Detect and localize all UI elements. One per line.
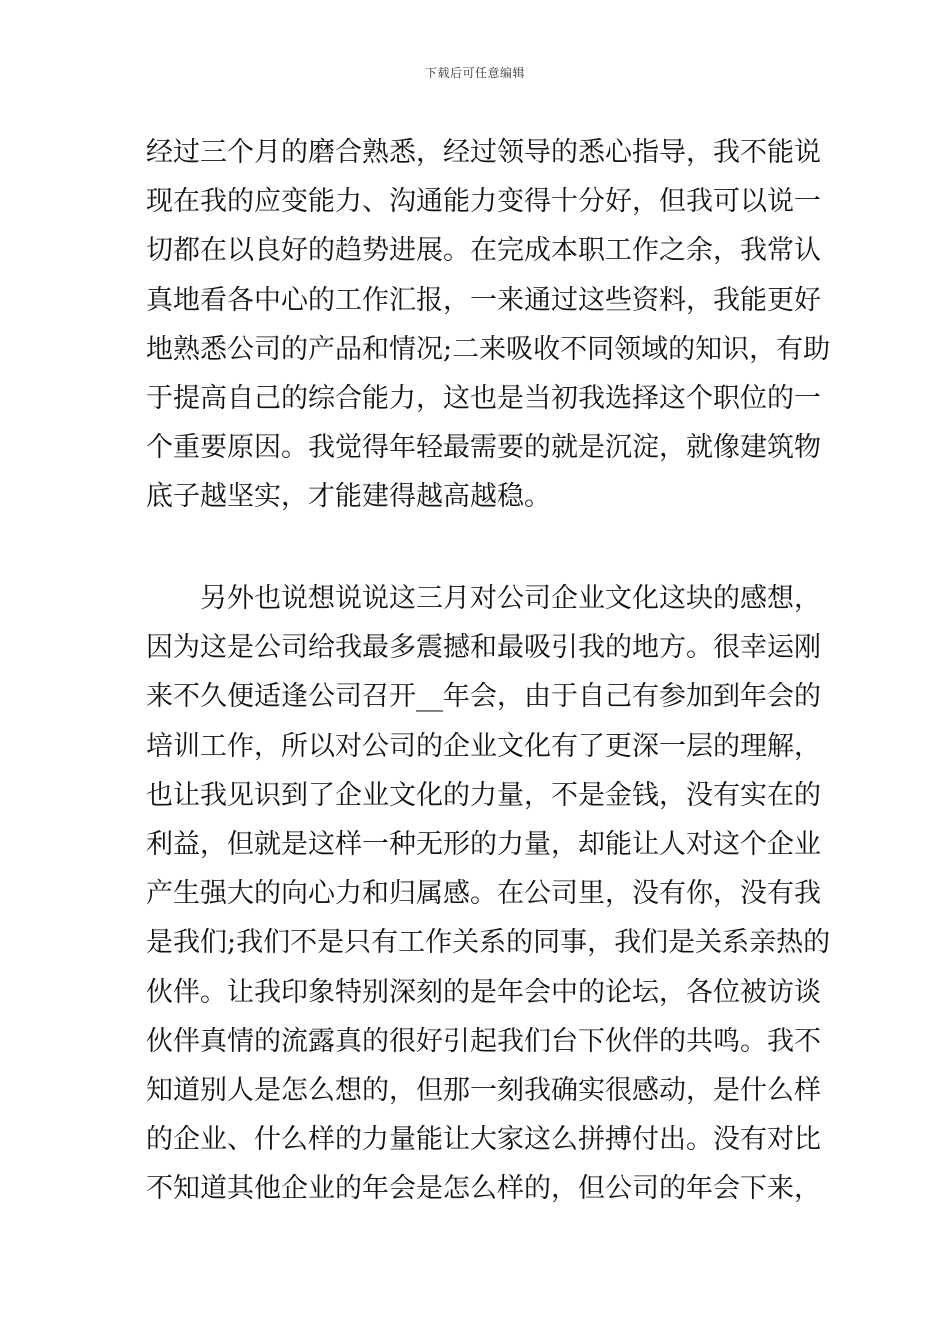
text-line: 不知道其他企业的年会是怎么样的，但公司的年会下来， <box>146 1173 821 1205</box>
text-line: 利益，但就是这样一种无形的力量，却能让人对这个企业 <box>146 828 821 860</box>
text-line: 知道别人是怎么想的，但那一刻我确实很感动，是什么样 <box>146 1074 821 1106</box>
text-line: 现在我的应变能力、沟通能力变得十分好，但我可以说一 <box>146 186 821 218</box>
text-line: 伙伴。让我印象特别深刻的是年会中的论坛，各位被访谈 <box>146 976 821 1008</box>
text-line: 切都在以良好的趋势进展。在完成本职工作之余，我常认 <box>146 235 821 267</box>
text-line: 经过三个月的磨合熟悉，经过领导的悉心指导，我不能说 <box>146 137 821 168</box>
text-line: 底子越坚实，才能建得越高越稳。 <box>146 481 551 513</box>
text-line: 来不久便适逢公司召开__年会，由于自己有参加到年会的 <box>146 681 821 713</box>
text-line: 伙伴真情的流露真的很好引起我们台下伙伴的共鸣。我不 <box>146 1025 821 1057</box>
paragraph-2 <box>146 574 831 1213</box>
paragraph-1 <box>146 128 831 522</box>
text-line: 是我们;我们不是只有工作关系的同事，我们是关系亲热的 <box>146 927 831 959</box>
page-header: 下载后可任意编辑 <box>424 66 525 80</box>
text-line: 的企业、什么样的力量能让大家这么拼搏付出。没有对比 <box>146 1124 821 1156</box>
text-line: 地熟悉公司的产品和情况;二来吸收不同领域的知识，有助 <box>146 333 831 365</box>
text-line: 于提高自己的综合能力，这也是当初我选择这个职位的一 <box>146 382 821 414</box>
text-line: 真地看各中心的工作汇报，一来通过这些资料，我能更好 <box>146 284 821 316</box>
text-line: 因为这是公司给我最多震撼和最吸引我的地方。很幸运刚 <box>146 632 821 664</box>
text-line: 也让我见识到了企业文化的力量，不是金钱，没有实在的 <box>146 779 821 811</box>
text-line: 产生强大的向心力和归属感。在公司里，没有你，没有我 <box>146 878 821 910</box>
text-line: 另外也说想说说这三月对公司企业文化这块的感想， <box>146 583 821 614</box>
text-line: 个重要原因。我觉得年轻最需要的就是沉淀，就像建筑物 <box>146 432 821 464</box>
text-line: 培训工作，所以对公司的企业文化有了更深一层的理解， <box>146 730 821 762</box>
